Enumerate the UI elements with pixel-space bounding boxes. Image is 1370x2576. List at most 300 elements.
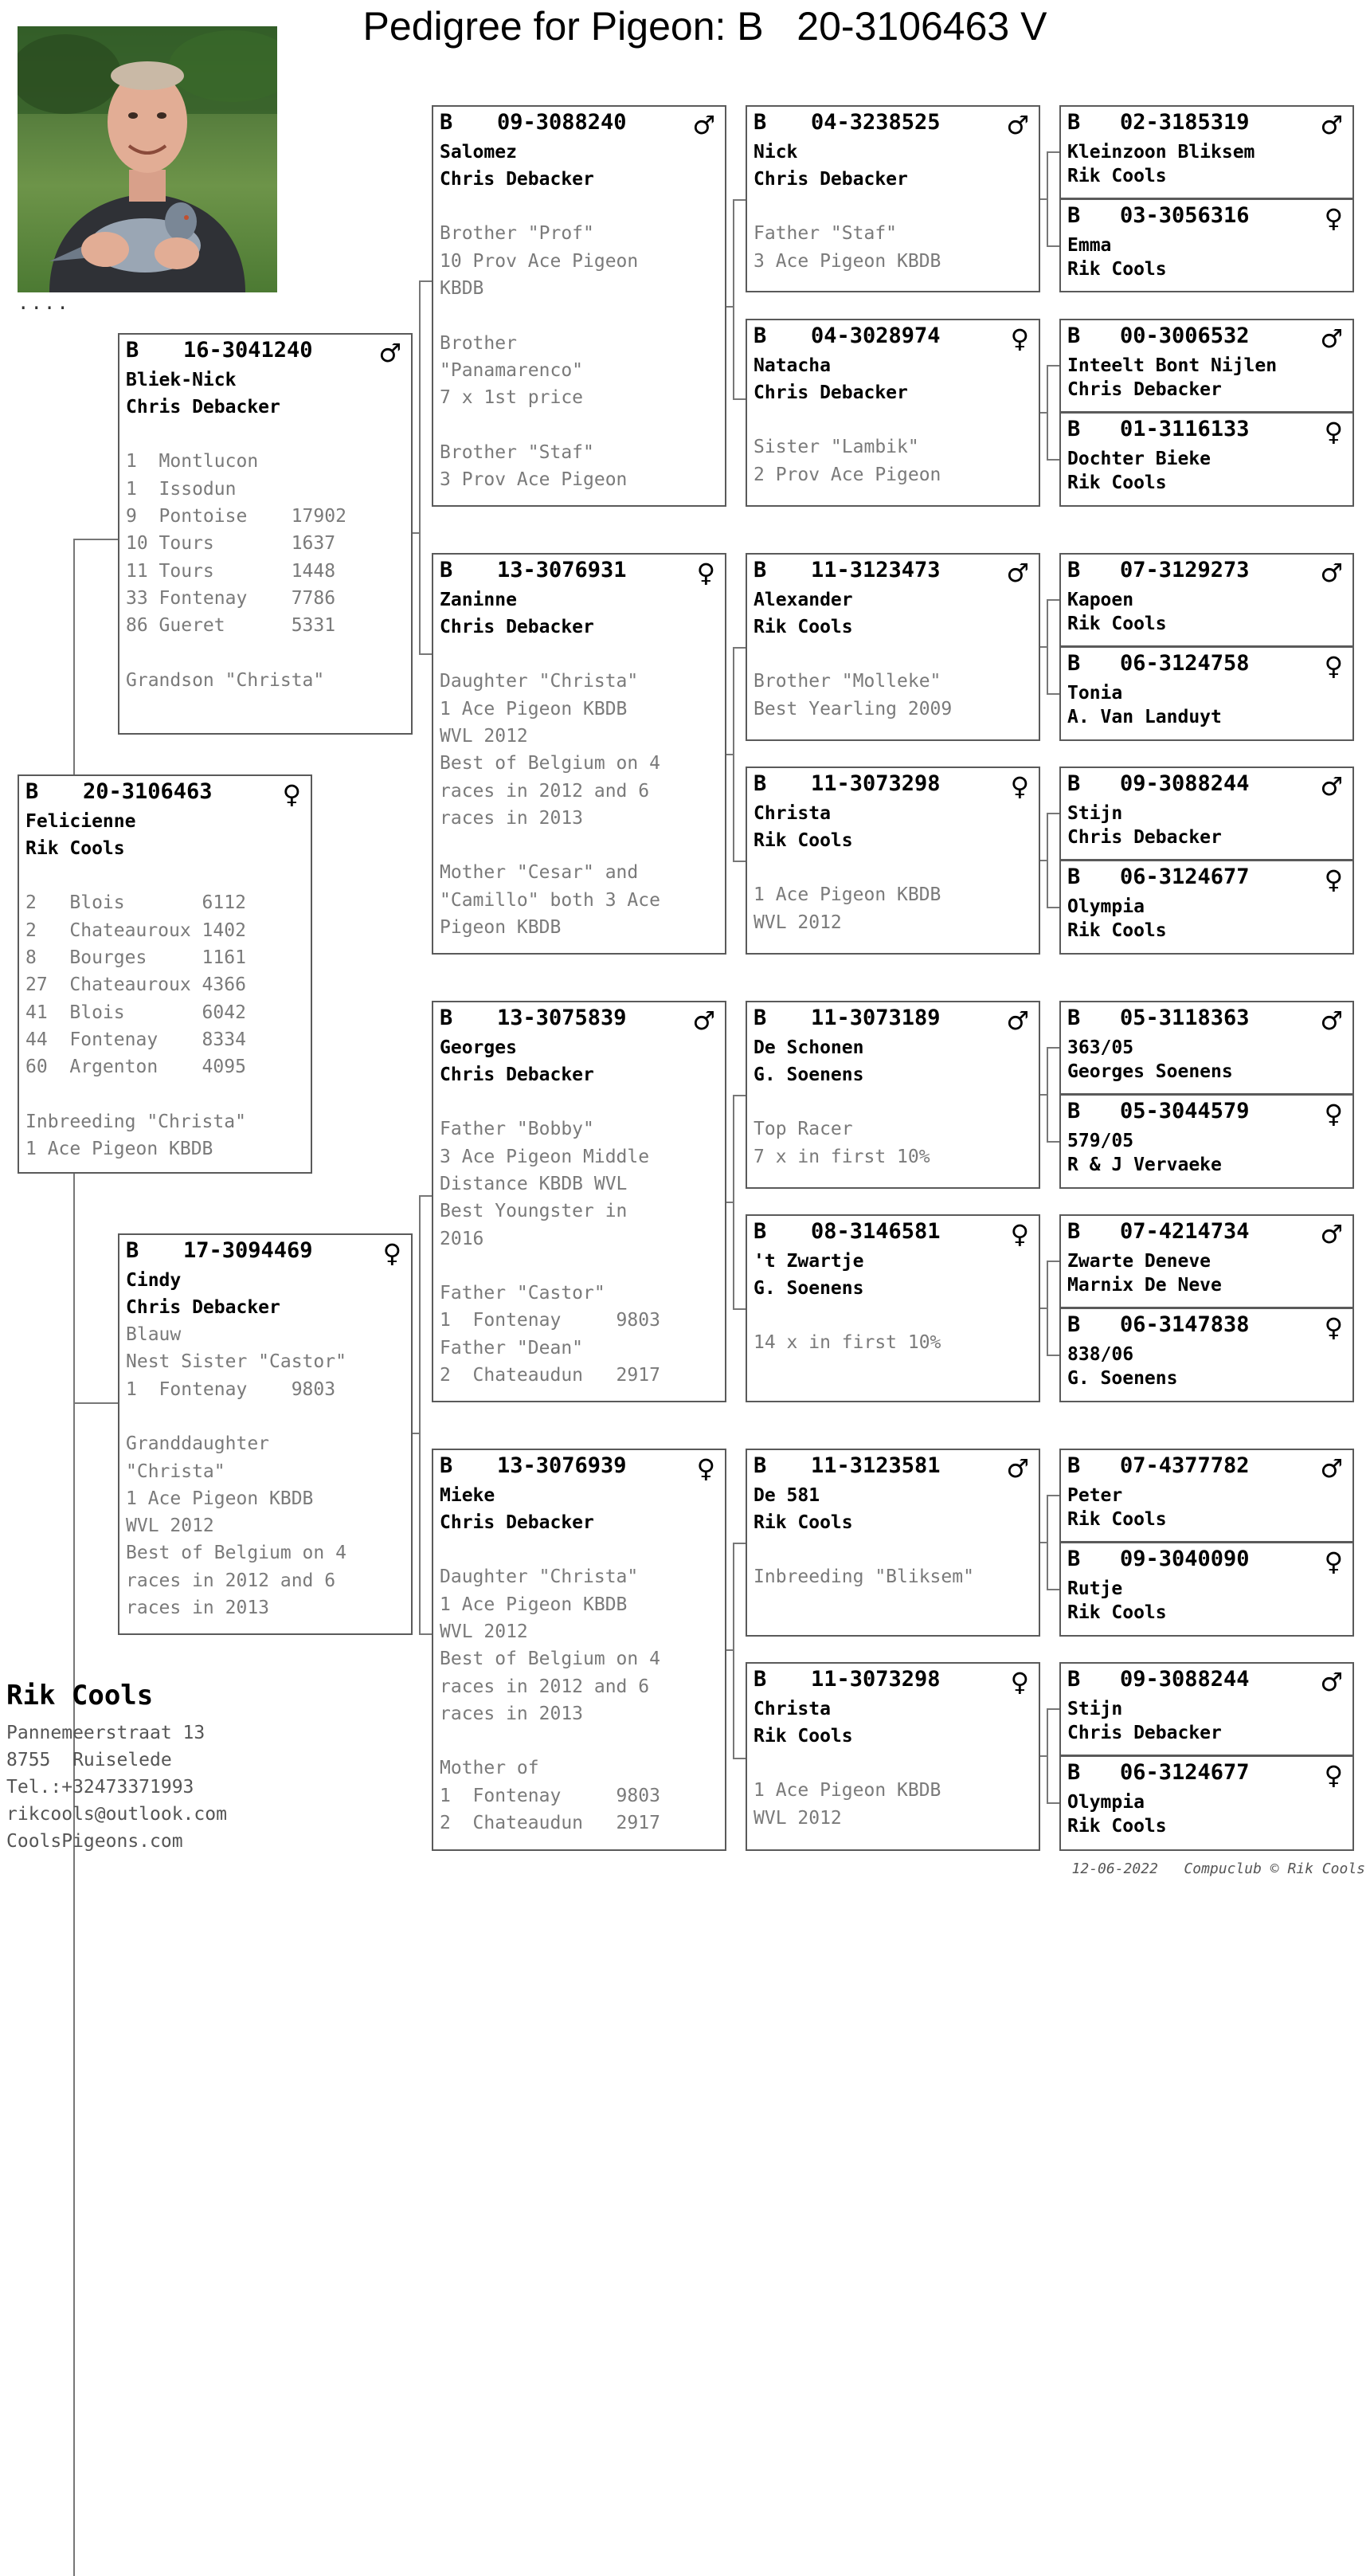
pigeon-card-sire-sire[interactable] (432, 105, 726, 507)
pigeon-note-line: Father "Castor" (440, 1283, 605, 1304)
pigeon-owner: A. Van Landuyt (1067, 707, 1222, 727)
pigeon-header (1067, 323, 1345, 352)
male-symbol-icon: ♂ (1320, 1006, 1343, 1036)
pigeon-header (754, 1219, 1031, 1248)
country-code: B (1067, 1099, 1081, 1123)
ring-number: 01-3116133 (1120, 417, 1250, 441)
connector-line (1047, 1047, 1059, 1049)
connector-line (1047, 1355, 1059, 1356)
pigeon-card-sire-dam[interactable] (432, 553, 726, 955)
page-title: Pedigree for Pigeon: B 20-3106463 V (362, 4, 1047, 49)
country-code: B (440, 1006, 453, 1030)
pigeon-name: 't Zwartje (754, 1251, 864, 1272)
ring-number: 11-3073189 (811, 1006, 941, 1030)
pigeon-note-line: Top Racer (754, 1119, 853, 1140)
pigeon-note-line: 1 Fontenay 9803 (440, 1785, 660, 1806)
pigeon-name: Stijn (1067, 803, 1123, 824)
pigeon-owner: Rik Cools (754, 1512, 853, 1533)
pigeon-note-line: 3 Prov Ace Pigeon (440, 469, 628, 490)
pigeon-card-dd-dam[interactable] (746, 1662, 1040, 1851)
pigeon-note-line: Inbreeding "Bliksem" (754, 1566, 974, 1588)
female-symbol-icon: ♀ (1324, 417, 1343, 447)
ring-number: 13-3076931 (497, 558, 627, 582)
pigeon-header (440, 1453, 717, 1482)
pigeon-card-dam[interactable] (118, 1233, 413, 1635)
pigeon-name: Kapoen (1067, 590, 1134, 610)
ring-number: 17-3094469 (183, 1238, 313, 1263)
connector-line (726, 306, 733, 308)
pigeon-name: Kleinzoon Bliksem (1067, 142, 1255, 163)
pigeon-note-line: races in 2012 and 6 (126, 1570, 336, 1591)
connector-line (1040, 1308, 1047, 1309)
pigeon-header (440, 1006, 717, 1034)
pigeon-header (1067, 1453, 1345, 1482)
pigeon-card-great-grandparent[interactable] (1059, 1094, 1354, 1189)
pigeon-note-line: Daughter "Christa" (440, 1566, 639, 1588)
pigeon-owner: Chris Debacker (1067, 379, 1222, 400)
pigeon-owner: Rik Cools (1067, 1816, 1167, 1837)
connector-line (1047, 1589, 1059, 1590)
pigeon-owner: Rik Cools (754, 617, 853, 637)
pigeon-owner: Rik Cools (1067, 259, 1167, 280)
pigeon-note-line: 1 Issodun (126, 478, 237, 500)
pigeon-header (754, 1453, 1031, 1482)
pigeon-note-line: races in 2013 (440, 1703, 584, 1724)
country-code: B (1067, 323, 1081, 348)
pigeon-card-sire[interactable] (118, 333, 413, 735)
pigeon-header (754, 1667, 1031, 1696)
pigeon-note-line: 1 Ace Pigeon KBDB (440, 698, 628, 719)
connector-line (726, 1649, 733, 1651)
connector-line (419, 1195, 432, 1197)
pigeon-card-great-grandparent[interactable] (1059, 767, 1354, 861)
connector-line (1047, 459, 1059, 461)
country-code: B (25, 779, 39, 804)
pigeon-note-line: 60 Argenton 4095 (25, 1057, 246, 1078)
pigeon-card-dam-dam[interactable] (432, 1449, 726, 1851)
ring-number: 03-3056316 (1120, 203, 1250, 228)
male-symbol-icon: ♂ (1006, 558, 1029, 588)
pigeon-name: Tonia (1067, 683, 1123, 704)
pigeon-card-great-grandparent[interactable] (1059, 319, 1354, 413)
female-symbol-icon: ♀ (1324, 1547, 1343, 1577)
pigeon-note-line: 2 Chateaudun 2917 (440, 1813, 660, 1833)
connector-line (1047, 245, 1059, 247)
pigeon-header (126, 338, 403, 367)
pigeon-note-line: 86 Gueret 5331 (126, 615, 336, 637)
connector-line (1047, 813, 1048, 907)
pigeon-note-line: WVL 2012 (440, 1621, 528, 1642)
pigeon-note-line: Best of Belgium on 4 (440, 753, 660, 774)
pigeon-name: Inteelt Bont Nijlen (1067, 355, 1278, 376)
connector-line (1047, 365, 1048, 459)
ring-number: 04-3238525 (811, 110, 941, 135)
connector-line (733, 1095, 734, 1308)
female-symbol-icon: ♀ (1324, 1099, 1343, 1129)
pigeon-note-line: Father "Bobby" (440, 1119, 594, 1140)
connector-line (419, 653, 432, 655)
pigeon-note-line: KBDB (440, 277, 484, 299)
male-symbol-icon: ♂ (1320, 323, 1343, 354)
pigeon-name: Olympia (1067, 896, 1145, 917)
country-code: B (1067, 865, 1081, 889)
connector-line (413, 1433, 419, 1434)
connector-line (1047, 693, 1059, 695)
pigeon-note-line: Brother "Staf" (440, 441, 594, 463)
country-code: B (754, 1453, 767, 1478)
male-symbol-icon: ♂ (378, 338, 401, 368)
pigeon-header (1067, 1006, 1345, 1034)
ring-number: 11-3073298 (811, 1667, 941, 1692)
ring-number: 07-4214734 (1120, 1219, 1250, 1244)
male-symbol-icon: ♂ (1320, 771, 1343, 802)
pigeon-name: Nick (754, 142, 798, 163)
pigeon-note-line: Brother "Prof" (440, 223, 594, 245)
connector-line (1040, 198, 1047, 200)
pigeon-card-great-grandparent[interactable] (1059, 1214, 1354, 1308)
footer-credit: 12-06-2022 Compuclub © Rik Cools (1071, 1860, 1365, 1877)
pigeon-card-great-grandparent[interactable] (1059, 1662, 1354, 1756)
connector-line (1040, 860, 1047, 861)
ring-number: 09-3088244 (1120, 771, 1250, 796)
pigeon-card-great-grandparent[interactable] (1059, 1449, 1354, 1543)
pigeon-name: Stijn (1067, 1699, 1123, 1719)
pigeon-owner: Rik Cools (1067, 920, 1167, 941)
ring-number: 16-3041240 (183, 338, 313, 363)
country-code: B (1067, 1312, 1081, 1337)
pigeon-note-line: Brother (440, 332, 517, 354)
ring-number: 13-3075839 (497, 1006, 627, 1030)
connector-line (733, 398, 746, 400)
pigeon-card-great-grandparent[interactable] (1059, 553, 1354, 647)
female-symbol-icon: ♀ (696, 558, 715, 588)
pigeon-owner: Rik Cools (1067, 472, 1167, 493)
pigeon-header (1067, 1547, 1345, 1575)
connector-line (1040, 646, 1047, 648)
connector-line (419, 1195, 421, 1633)
male-symbol-icon: ♂ (1320, 1453, 1343, 1484)
connector-line (733, 861, 746, 862)
pigeon-note-line: Best Yearling 2009 (754, 698, 953, 719)
pigeon-note-line: races in 2013 (126, 1598, 270, 1618)
ring-number: 07-4377782 (1120, 1453, 1250, 1478)
ring-number: 13-3076939 (497, 1453, 627, 1478)
ring-number: 11-3073298 (811, 771, 941, 796)
pigeon-owner: Chris Debacker (1067, 1723, 1222, 1743)
connector-line (1047, 1261, 1059, 1262)
pigeon-owner: Marnix De Neve (1067, 1275, 1222, 1296)
pigeon-note-line: 14 x in first 10% (754, 1332, 941, 1354)
country-code: B (1067, 1547, 1081, 1571)
male-symbol-icon: ♂ (1320, 1667, 1343, 1697)
connector-line (1047, 365, 1059, 367)
ring-number: 11-3123473 (811, 558, 941, 582)
ring-number: 09-3040090 (1120, 1547, 1250, 1571)
connector-line (413, 532, 419, 534)
pigeon-note-line: Grandson "Christa" (126, 669, 325, 691)
pigeon-header (1067, 1667, 1345, 1696)
connector-line (733, 647, 734, 861)
female-symbol-icon: ♀ (1010, 323, 1029, 354)
pigeon-card-ds-sire[interactable] (746, 1001, 1040, 1189)
connector-line (726, 1202, 733, 1203)
pigeon-owner: Rik Cools (754, 830, 853, 851)
pigeon-owner: Rik Cools (1067, 614, 1167, 634)
country-code: B (1067, 1006, 1081, 1030)
pigeon-name: 838/06 (1067, 1344, 1134, 1365)
pigeon-header (440, 558, 717, 586)
owner-city: 8755 Ruiselede (6, 1750, 172, 1770)
ring-number: 08-3146581 (811, 1219, 941, 1244)
connector-line (733, 1543, 734, 1758)
pigeon-name: De 581 (754, 1485, 820, 1506)
pigeon-card-ss-dam[interactable] (746, 319, 1040, 507)
pigeon-note-line: 11 Tours 1448 (126, 560, 336, 582)
photo-caption: .... (18, 292, 70, 314)
pigeon-owner: G. Soenens (754, 1065, 864, 1085)
pigeon-header (1067, 1099, 1345, 1127)
pigeon-note-line: WVL 2012 (754, 912, 842, 933)
pigeon-header (754, 771, 1031, 800)
pigeon-note-line: 2 Chateauroux 1402 (25, 919, 246, 941)
pigeon-card-great-grandparent[interactable] (1059, 860, 1354, 955)
country-code: B (1067, 1219, 1081, 1244)
ring-number: 02-3185319 (1120, 110, 1250, 135)
pigeon-note-line: 3 Ace Pigeon KBDB (754, 250, 941, 272)
pigeon-card-ds-dam[interactable] (746, 1214, 1040, 1402)
pigeon-note-line: 2 Blois 6112 (25, 892, 246, 914)
breeder-photo-illustration (18, 26, 277, 292)
male-symbol-icon: ♂ (692, 110, 715, 140)
pigeon-card-great-grandparent[interactable] (1059, 1542, 1354, 1637)
female-symbol-icon: ♀ (1010, 771, 1029, 802)
pigeon-card-dd-sire[interactable] (746, 1449, 1040, 1637)
connector-line (733, 1543, 746, 1544)
connector-line (733, 647, 746, 649)
country-code: B (1067, 203, 1081, 228)
connector-line (1047, 1047, 1048, 1141)
connector-line (726, 754, 733, 755)
connector-line (1047, 1495, 1059, 1496)
breeder-photo (18, 26, 277, 292)
connector-line (1047, 1261, 1048, 1355)
pigeon-note-line: 10 Tours 1637 (126, 533, 336, 555)
pigeon-note-line: "Christa" (126, 1461, 225, 1482)
owner-street: Pannemeerstraat 13 (6, 1723, 206, 1743)
ring-number: 00-3006532 (1120, 323, 1250, 348)
female-symbol-icon: ♀ (696, 1453, 715, 1484)
pigeon-owner: Rik Cools (25, 838, 125, 859)
connector-line (1047, 1708, 1048, 1802)
pigeon-name: Natacha (754, 355, 831, 376)
country-code: B (1067, 1667, 1081, 1692)
country-code: B (1067, 558, 1081, 582)
pigeon-card-sd-dam[interactable] (746, 767, 1040, 955)
pigeon-card-great-grandparent[interactable] (1059, 646, 1354, 741)
connector-line (1047, 1708, 1059, 1710)
pigeon-header (1067, 417, 1345, 445)
pigeon-note-line: 1 Ace Pigeon KBDB (25, 1139, 213, 1159)
country-code: B (126, 1238, 139, 1263)
pigeon-owner: Chris Debacker (440, 169, 594, 190)
pigeon-note-line: 9 Pontoise 17902 (126, 505, 346, 527)
ring-number: 11-3123581 (811, 1453, 941, 1478)
pigeon-note-line: 7 x 1st price (440, 387, 584, 409)
pigeon-note-line: Mother of (440, 1758, 539, 1779)
pigeon-header (754, 1006, 1031, 1034)
pigeon-name: Felicienne (25, 811, 136, 832)
pigeon-card-great-grandparent[interactable] (1059, 198, 1354, 292)
pigeon-card-dam-sire[interactable] (432, 1001, 726, 1402)
pigeon-name: 363/05 (1067, 1037, 1134, 1058)
pigeon-owner: Chris Debacker (754, 382, 908, 403)
owner-name: Rik Cools (6, 1680, 154, 1711)
pigeon-name: Alexander (754, 590, 853, 610)
pigeon-note-line: Granddaughter (126, 1433, 270, 1455)
pigeon-name: Bliek-Nick (126, 370, 237, 390)
female-symbol-icon: ♀ (1324, 651, 1343, 681)
country-code: B (126, 338, 139, 363)
connector-line (419, 1633, 432, 1635)
pigeon-owner: Rik Cools (754, 1726, 853, 1747)
pigeon-note-line: 2016 (440, 1228, 484, 1249)
pigeon-name: Zwarte Deneve (1067, 1251, 1211, 1272)
connector-line (1040, 412, 1047, 414)
pigeon-note-line: Mother "Cesar" and (440, 862, 639, 884)
pigeon-header (754, 558, 1031, 586)
ring-number: 04-3028974 (811, 323, 941, 348)
country-code: B (1067, 417, 1081, 441)
pigeon-note-line: Pigeon KBDB (440, 917, 562, 938)
pigeon-name: Georges (440, 1037, 517, 1058)
pigeon-owner: Chris Debacker (440, 1065, 594, 1085)
ring-number: 05-3044579 (1120, 1099, 1250, 1123)
connector-line (1047, 151, 1048, 245)
pigeon-card-great-grandparent[interactable] (1059, 1308, 1354, 1402)
pigeon-name: 579/05 (1067, 1131, 1134, 1151)
country-code: B (754, 558, 767, 582)
pigeon-note-line: 1 Ace Pigeon KBDB (440, 1594, 628, 1615)
pigeon-card-great-grandparent[interactable] (1059, 105, 1354, 199)
pigeon-owner: Rik Cools (1067, 166, 1167, 186)
pigeon-header (1067, 1219, 1345, 1248)
pigeon-name: De Schonen (754, 1037, 864, 1058)
female-symbol-icon: ♀ (1324, 203, 1343, 233)
female-symbol-icon: ♀ (382, 1238, 401, 1268)
pigeon-note-line: 1 Montlucon (126, 451, 259, 472)
pigeon-note-line: WVL 2012 (440, 725, 528, 747)
pigeon-name: Zaninne (440, 590, 517, 610)
connector-line (73, 539, 118, 540)
pigeon-owner: Chris Debacker (440, 1512, 594, 1533)
country-code: B (440, 1453, 453, 1478)
ring-number: 09-3088240 (497, 110, 627, 135)
ring-number: 06-3124758 (1120, 651, 1250, 676)
pigeon-note-line: races in 2012 and 6 (440, 1676, 650, 1697)
pigeon-note-line: Best Youngster in (440, 1201, 628, 1222)
pigeon-note-line: 10 Prov Ace Pigeon (440, 250, 639, 272)
pigeon-owner: G. Soenens (1067, 1368, 1178, 1389)
pigeon-header (1067, 203, 1345, 232)
pigeon-note-line: Father "Dean" (440, 1337, 584, 1359)
pigeon-header (754, 110, 1031, 139)
connector-line (1040, 1542, 1047, 1543)
ring-number: 09-3088244 (1120, 1667, 1250, 1692)
pigeon-note-line: Best of Belgium on 4 (440, 1649, 660, 1670)
country-code: B (754, 323, 767, 348)
pigeon-note-line: races in 2012 and 6 (440, 780, 650, 802)
country-code: B (754, 110, 767, 135)
female-symbol-icon: ♀ (282, 779, 301, 810)
connector-line (1040, 1755, 1047, 1757)
country-code: B (1067, 110, 1081, 135)
pigeon-card-great-grandparent[interactable] (1059, 1001, 1354, 1095)
pigeon-note-line: 1 Fontenay 9803 (126, 1378, 336, 1400)
country-code: B (440, 558, 453, 582)
pigeon-header (1067, 1312, 1345, 1341)
pigeon-name: Dochter Bieke (1067, 449, 1211, 469)
pigeon-name: Emma (1067, 235, 1112, 256)
pigeon-note-line: 33 Fontenay 7786 (126, 587, 336, 609)
country-code: B (1067, 651, 1081, 676)
pigeon-card-subject[interactable] (18, 774, 312, 1174)
pigeon-note-line: 2 Chateaudun 2917 (440, 1365, 660, 1386)
owner-website[interactable]: CoolsPigeons.com (6, 1831, 183, 1852)
connector-line (419, 280, 421, 653)
pigeon-owner: Chris Debacker (126, 397, 280, 418)
pigeon-name: Cindy (126, 1270, 182, 1291)
connector-line (1047, 151, 1059, 153)
pigeon-card-great-grandparent[interactable] (1059, 1755, 1354, 1851)
male-symbol-icon: ♂ (1006, 1006, 1029, 1036)
ring-number: 05-3118363 (1120, 1006, 1250, 1030)
pigeon-owner: Georges Soenens (1067, 1061, 1233, 1082)
pigeon-note-line: 27 Chateauroux 4366 (25, 974, 246, 996)
pigeon-card-sd-sire[interactable] (746, 553, 1040, 741)
female-symbol-icon: ♀ (1324, 1760, 1343, 1790)
pigeon-header (1067, 771, 1345, 800)
pigeon-owner: Chris Debacker (440, 617, 594, 637)
pigeon-note-line: Brother "Molleke" (754, 671, 941, 692)
pigeon-note-line: 3 Ace Pigeon Middle (440, 1146, 650, 1167)
pigeon-header (1067, 1760, 1345, 1789)
pigeon-note-line: Distance KBDB WVL (440, 1173, 628, 1194)
pigeon-note-line: Father "Staf" (754, 223, 898, 245)
pigeon-name: Mieke (440, 1485, 495, 1506)
pigeon-note-line: Inbreeding "Christa" (25, 1111, 246, 1132)
pigeon-header (126, 1238, 403, 1267)
owner-email[interactable]: rikcools@outlook.com (6, 1804, 227, 1825)
country-code: B (754, 1219, 767, 1244)
pigeon-header (1067, 558, 1345, 586)
pigeon-name: Christa (754, 803, 831, 824)
pigeon-card-great-grandparent[interactable] (1059, 412, 1354, 507)
connector-line (733, 1308, 746, 1310)
pigeon-note-line: 7 x in first 10% (754, 1146, 930, 1167)
male-symbol-icon: ♂ (1320, 1219, 1343, 1249)
ring-number: 07-3129273 (1120, 558, 1250, 582)
pigeon-owner: R & J Vervaeke (1067, 1155, 1222, 1175)
connector-line (1047, 1495, 1048, 1589)
pigeon-name: Peter (1067, 1485, 1123, 1506)
connector-line (1047, 907, 1059, 908)
pigeon-name: Olympia (1067, 1792, 1145, 1813)
pigeon-name: Rutje (1067, 1578, 1123, 1599)
country-code: B (1067, 1760, 1081, 1785)
pigeon-card-ss-sire[interactable] (746, 105, 1040, 292)
owner-phone: Tel.:+32473371993 (6, 1777, 194, 1798)
pigeon-note-line: Daughter "Christa" (440, 671, 639, 692)
